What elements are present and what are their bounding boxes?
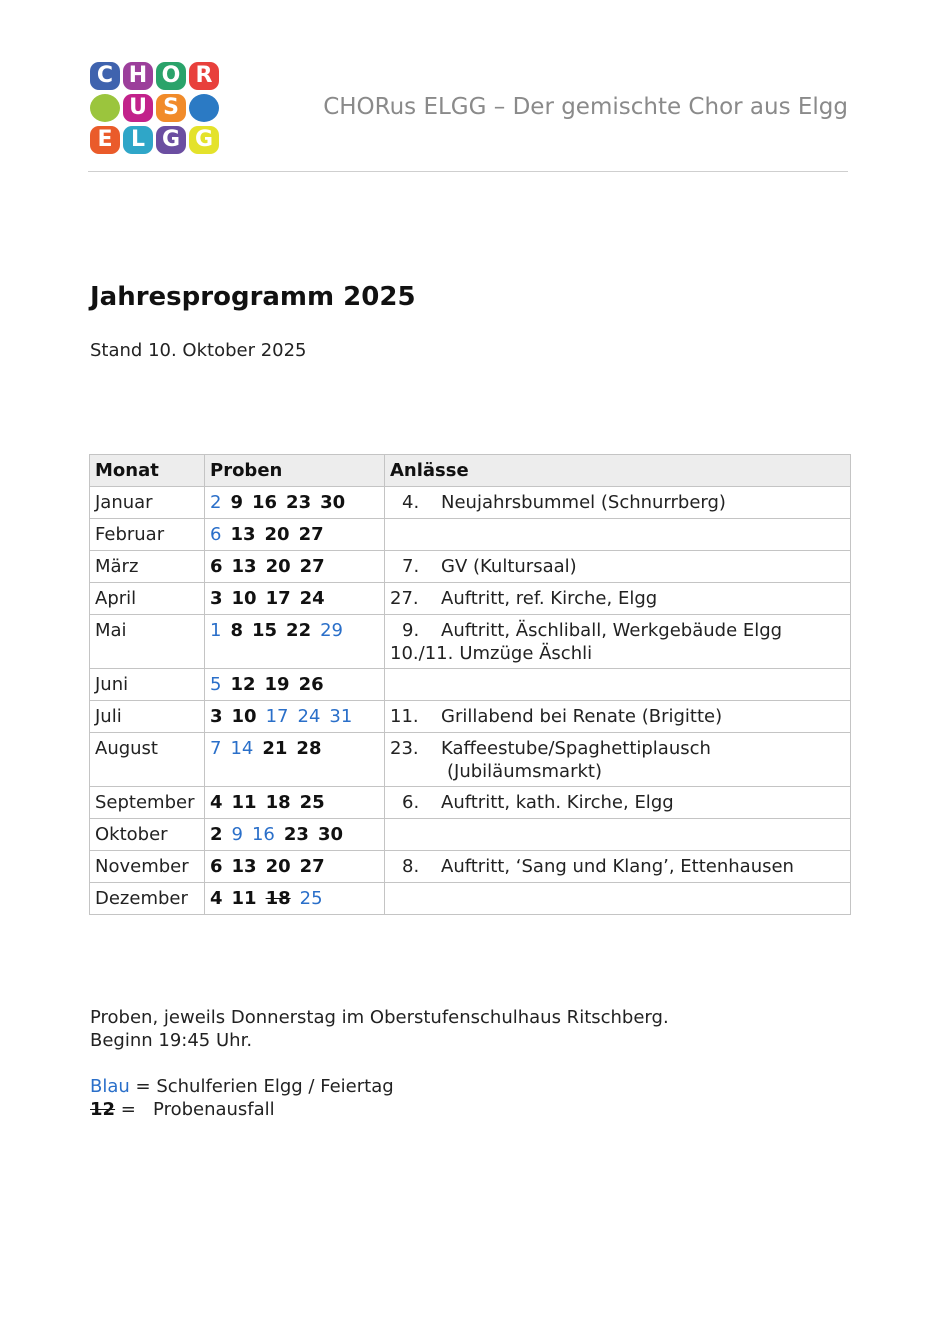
rehearsal-date: 22: [286, 620, 312, 641]
rehearsal-date: 26: [298, 674, 324, 695]
rehearsal-date: 10: [231, 706, 257, 727]
event-text: Umzüge Äschli: [459, 643, 593, 664]
events-cell: [385, 787, 851, 819]
event-text: Auftritt, Äschliball, Werkgebäude Elgg: [441, 620, 783, 641]
event-day: 27.: [390, 588, 419, 609]
rehearsal-date: 13: [231, 556, 257, 577]
event-day: 8.: [402, 856, 420, 877]
table-row: [90, 669, 851, 701]
event-day: 6.: [402, 792, 420, 813]
logo-tile: G: [156, 126, 186, 154]
rehearsal-date: 20: [265, 556, 291, 577]
event-text: Neujahrsbummel (Schnurrberg): [441, 492, 726, 513]
holiday-date: 24: [297, 706, 321, 727]
holiday-date: 9: [231, 824, 243, 845]
column-header-events: Anlässe: [385, 455, 851, 487]
holiday-date: 7: [210, 738, 222, 759]
event-text: (Jubiläumsmarkt): [447, 761, 602, 782]
table-row: [90, 583, 851, 615]
rehearsal-dates-cell: [205, 551, 385, 583]
table-row: [90, 551, 851, 583]
logo-tile: O: [156, 62, 186, 90]
rehearsal-dates-cell: [205, 487, 385, 519]
table-header-row: [90, 455, 851, 487]
page-header: [88, 60, 848, 172]
event-text: GV (Kultursaal): [441, 556, 577, 577]
legend-blue-word: Blau: [90, 1076, 130, 1097]
site-title: CHORus ELGG – Der gemischte Chor aus Elgg: [323, 94, 848, 120]
page-title: Jahresprogramm 2025: [90, 282, 416, 312]
rehearsal-dates-cell: [205, 787, 385, 819]
events-cell: [385, 519, 851, 551]
rehearsal-dates-cell: [205, 851, 385, 883]
rehearsal-notes: [90, 1006, 669, 1052]
logo-tile: L: [123, 126, 153, 154]
events-cell: [385, 851, 851, 883]
events-cell: [385, 883, 851, 915]
event-text: Auftritt, kath. Kirche, Elgg: [441, 792, 674, 813]
month-cell: Oktober: [90, 819, 205, 851]
holiday-date: 14: [230, 738, 254, 759]
holiday-date: 2: [210, 492, 222, 513]
holiday-date: 6: [210, 524, 222, 545]
rehearsal-date: 27: [299, 856, 325, 877]
rehearsal-date: 28: [296, 738, 322, 759]
logo-tile: [90, 94, 120, 122]
event-text: Auftritt, ‘Sang und Klang’, Ettenhausen: [441, 856, 794, 877]
month-cell: März: [90, 551, 205, 583]
event-line: [390, 491, 845, 514]
table-row: [90, 519, 851, 551]
events-cell: [385, 615, 851, 669]
rehearsal-date: 2: [210, 824, 223, 845]
month-cell: April: [90, 583, 205, 615]
rehearsal-date: 20: [265, 856, 291, 877]
column-header-month: Monat: [90, 455, 205, 487]
rehearsal-date: 8: [230, 620, 243, 641]
event-day: 23.: [390, 738, 419, 759]
event-line: [390, 555, 845, 578]
event-day: 7.: [402, 556, 420, 577]
rehearsal-date: 6: [210, 556, 223, 577]
event-line: [390, 705, 845, 728]
holiday-date: 31: [329, 706, 353, 727]
rehearsal-dates-cell: [205, 733, 385, 787]
event-text: Kaffeestube/Spaghettiplausch: [441, 738, 711, 759]
table-row: [90, 701, 851, 733]
rehearsal-dates-cell: [205, 669, 385, 701]
event-day: 9.: [402, 620, 420, 641]
rehearsal-date: 18: [265, 792, 291, 813]
holiday-date: 1: [210, 620, 222, 641]
month-cell: September: [90, 787, 205, 819]
table-row: [90, 883, 851, 915]
event-text: Auftritt, ref. Kirche, Elgg: [441, 588, 658, 609]
month-cell: Mai: [90, 615, 205, 669]
table-row: [90, 787, 851, 819]
rehearsal-date: 3: [210, 588, 223, 609]
month-cell: Februar: [90, 519, 205, 551]
event-text: Grillabend bei Renate (Brigitte): [441, 706, 723, 727]
legend-blue-text: = Schulferien Elgg / Feiertag: [129, 1076, 394, 1097]
rehearsal-dates-cell: [205, 883, 385, 915]
event-line: [390, 791, 845, 814]
logo-tile: [189, 94, 219, 122]
events-cell: [385, 583, 851, 615]
rehearsal-date: 11: [231, 792, 257, 813]
events-cell: [385, 819, 851, 851]
rehearsal-dates-cell: [205, 819, 385, 851]
event-line: [390, 855, 845, 878]
event-line: [390, 737, 845, 760]
events-cell: [385, 733, 851, 787]
rehearsal-date: 17: [265, 588, 291, 609]
table-row: [90, 819, 851, 851]
events-cell: [385, 551, 851, 583]
rehearsal-dates-cell: [205, 701, 385, 733]
rehearsal-time-note: Beginn 19:45 Uhr.: [90, 1030, 253, 1051]
event-line: [390, 619, 845, 642]
holiday-date: 5: [210, 674, 222, 695]
events-cell: [385, 669, 851, 701]
cancelled-date: 18: [265, 888, 291, 909]
logo-tile: R: [189, 62, 219, 90]
holiday-date: 16: [251, 824, 275, 845]
event-day: 10./11.: [390, 643, 454, 664]
holiday-date: 17: [265, 706, 289, 727]
rehearsal-date: 9: [230, 492, 243, 513]
month-cell: November: [90, 851, 205, 883]
rehearsal-date: 12: [230, 674, 256, 695]
header-divider: [88, 171, 848, 172]
legend-cancelled-text: = Probenausfall: [115, 1099, 275, 1120]
rehearsal-date: 30: [320, 492, 346, 513]
rehearsal-date: 23: [286, 492, 312, 513]
event-day: [390, 760, 447, 783]
legend-cancelled-sample: 12: [90, 1099, 116, 1120]
logo-tile: S: [156, 94, 186, 122]
logo-tile: U: [123, 94, 153, 122]
rehearsal-date: 6: [210, 856, 223, 877]
month-cell: Januar: [90, 487, 205, 519]
rehearsal-date: 4: [210, 792, 223, 813]
logo-tile: H: [123, 62, 153, 90]
event-line: [390, 760, 845, 783]
rehearsal-date: 19: [264, 674, 290, 695]
rehearsal-dates-cell: [205, 519, 385, 551]
events-cell: [385, 487, 851, 519]
legend: [90, 1075, 394, 1121]
rehearsal-date: 23: [283, 824, 309, 845]
table-row: [90, 851, 851, 883]
rehearsal-dates-cell: [205, 615, 385, 669]
chorus-elgg-logo: [90, 62, 220, 158]
rehearsal-date: 13: [230, 524, 256, 545]
table-row: [90, 733, 851, 787]
schedule-table: [89, 454, 851, 915]
rehearsal-date: 20: [264, 524, 290, 545]
rehearsal-date: 11: [231, 888, 257, 909]
status-date: Stand 10. Oktober 2025: [90, 340, 307, 361]
column-header-rehearsals: Proben: [205, 455, 385, 487]
logo-tile: C: [90, 62, 120, 90]
rehearsal-date: 16: [251, 492, 278, 513]
month-cell: August: [90, 733, 205, 787]
events-cell: [385, 701, 851, 733]
logo-tile: G: [189, 126, 219, 154]
table-row: [90, 487, 851, 519]
rehearsal-dates-cell: [205, 583, 385, 615]
event-day: 4.: [402, 492, 420, 513]
logo-tile: E: [90, 126, 120, 154]
rehearsal-date: 25: [299, 792, 325, 813]
month-cell: Juni: [90, 669, 205, 701]
rehearsal-date: 30: [317, 824, 344, 845]
holiday-date: 25: [299, 888, 323, 909]
event-line: [390, 587, 845, 610]
rehearsal-date: 21: [262, 738, 288, 759]
event-day: 11.: [390, 706, 419, 727]
rehearsal-date: 15: [251, 620, 278, 641]
rehearsal-date: 4: [210, 888, 223, 909]
rehearsal-date: 27: [298, 524, 324, 545]
rehearsal-date: 10: [231, 588, 257, 609]
holiday-date: 29: [320, 620, 344, 641]
legend-holiday: [90, 1075, 394, 1098]
legend-cancelled: [90, 1098, 394, 1121]
rehearsal-date: 24: [299, 588, 325, 609]
event-line: [390, 642, 845, 665]
rehearsal-date: 13: [231, 856, 257, 877]
month-cell: Dezember: [90, 883, 205, 915]
table-row: [90, 615, 851, 669]
rehearsal-location-note: Proben, jeweils Donnerstag im Oberstufenschulhaus Ritschberg.: [90, 1007, 669, 1028]
month-cell: Juli: [90, 701, 205, 733]
rehearsal-date: 27: [299, 556, 325, 577]
rehearsal-date: 3: [210, 706, 223, 727]
